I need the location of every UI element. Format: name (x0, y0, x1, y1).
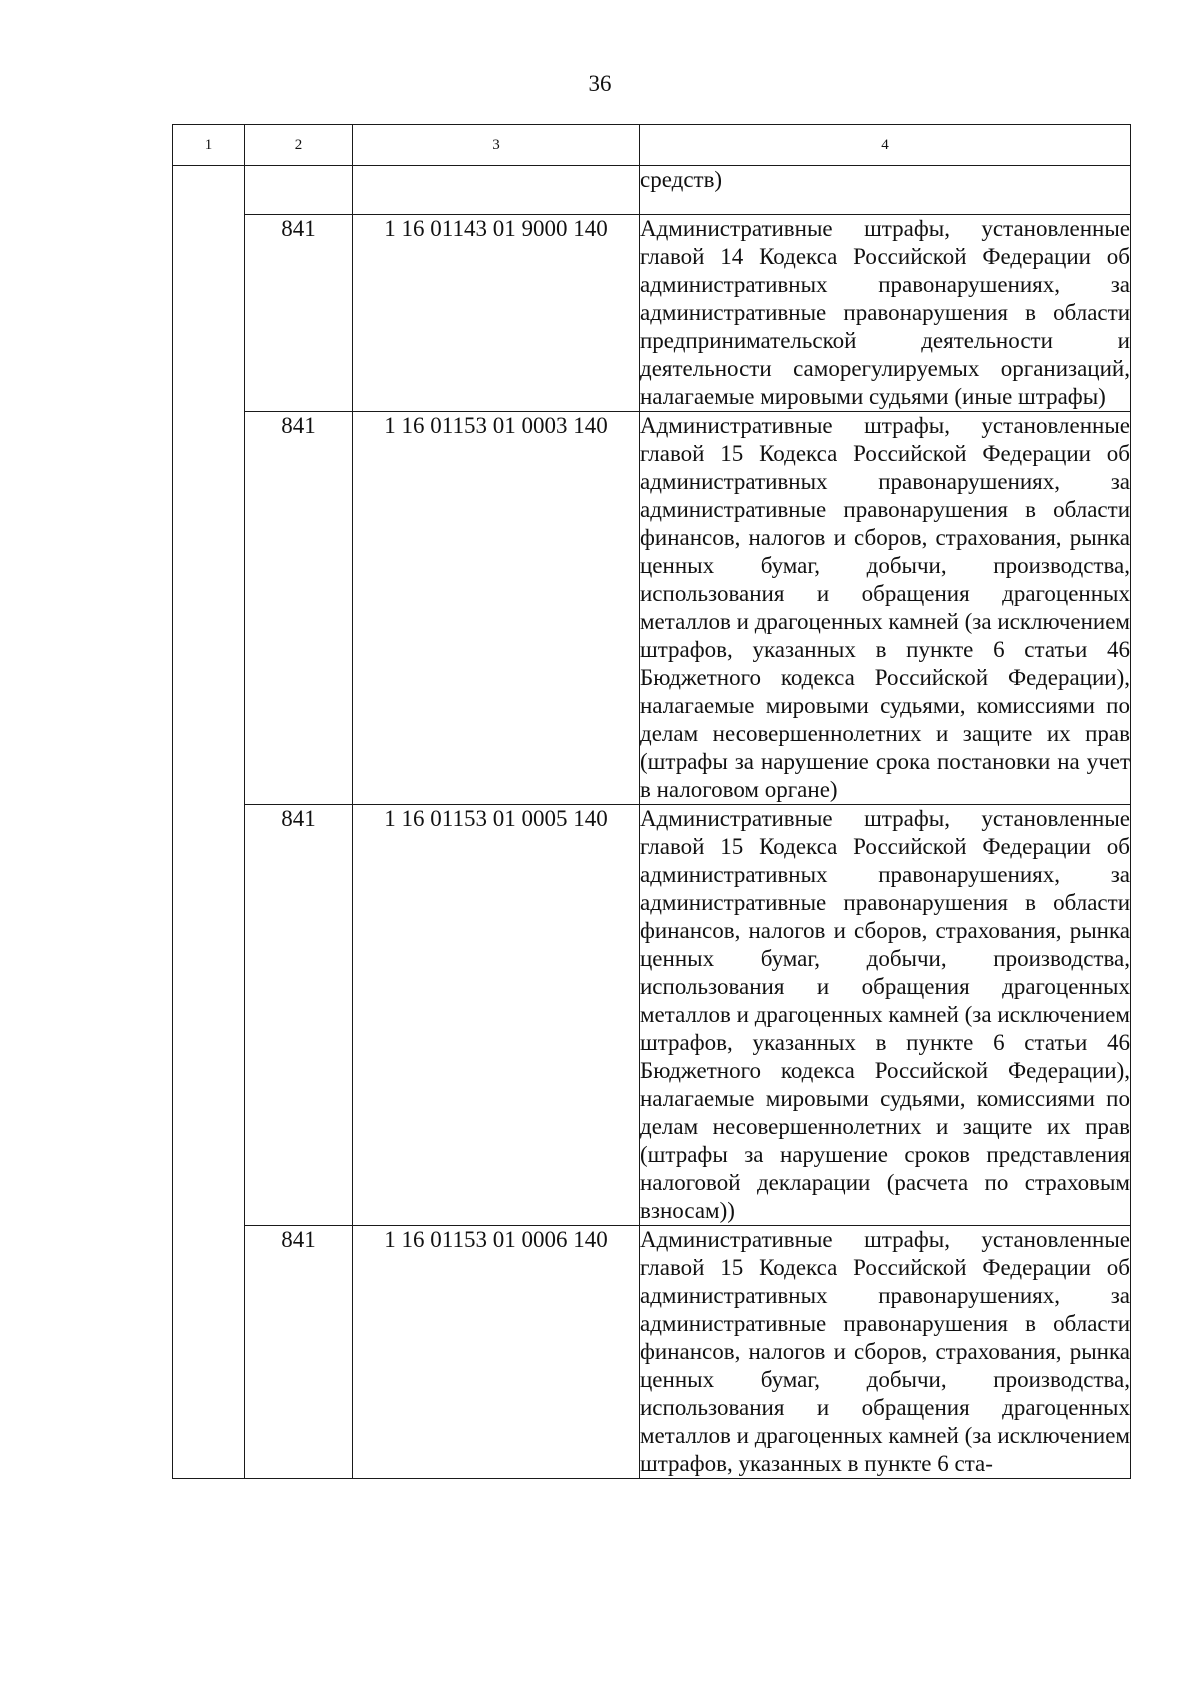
description-cell: Административные штрафы, установленные главой 15 Кодекса Российской Федерации об административных правонарушениях, за административные правонарушения в области финансов, налогов и сборов, страхования, рынка ценных бумаг, добычи, производства, использования и обращения драгоценных металлов и драгоценных камней (за исключением штрафов, указанных в пункте 6 статьи 46 Бюджетного кодекса Российской Федерации), налагаемые мировыми судьями, комиссиями по делам несовершеннолетних и защите их прав (штрафы за нарушение сроков представления налоговой декларации (расчета по страховым взносам)) (640, 805, 1131, 1226)
revenue-code-cell (353, 166, 640, 215)
table-row (173, 215, 1131, 412)
page-number: 36 (588, 71, 612, 96)
admin-code-cell (245, 166, 353, 215)
admin-code-cell: 841 (245, 215, 353, 412)
revenue-codes-table (172, 124, 1131, 1479)
table-row (173, 1226, 1131, 1479)
admin-code-cell: 841 (245, 1226, 353, 1479)
description-cell: Административные штрафы, установленные главой 15 Кодекса Российской Федерации об административных правонарушениях, за административные правонарушения в области финансов, налогов и сборов, страхования, рынка ценных бумаг, добычи, производства, использования и обращения драгоценных металлов и драгоценных камней (за исключением штрафов, указанных в пункте 6 ста- (640, 1226, 1131, 1479)
description-cell: Административные штрафы, установленные главой 15 Кодекса Российской Федерации об административных правонарушениях, за административные правонарушения в области финансов, налогов и сборов, страхования, рынка ценных бумаг, добычи, производства, использования и обращения драгоценных металлов и драгоценных камней (за исключением штрафов, указанных в пункте 6 статьи 46 Бюджетного кодекса Российской Федерации), налагаемые мировыми судьями, комиссиями по делам несовершеннолетних и защите их прав (штрафы за нарушение срока постановки на учет в налоговом органе) (640, 412, 1131, 805)
revenue-code-cell: 1 16 01153 01 0005 140 (353, 805, 640, 1226)
column-header-2: 2 (245, 125, 353, 166)
group-cell (173, 166, 245, 1479)
admin-code-cell: 841 (245, 412, 353, 805)
description-cell: Административные штрафы, установленные главой 14 Кодекса Российской Федерации об административных правонарушениях, за административные правонарушения в области предпринимательской деятельности и деятельности саморегулируемых организаций, налагаемые мировыми судьями (иные штрафы) (640, 215, 1131, 412)
table-row (173, 805, 1131, 1226)
revenue-code-cell: 1 16 01153 01 0006 140 (353, 1226, 640, 1479)
column-header-3: 3 (353, 125, 640, 166)
table-row (173, 412, 1131, 805)
column-header-4: 4 (640, 125, 1131, 166)
description-cell: средств) (640, 166, 1131, 215)
table-header-row (173, 125, 1131, 166)
admin-code-cell: 841 (245, 805, 353, 1226)
table-row (173, 166, 1131, 215)
revenue-code-cell: 1 16 01153 01 0003 140 (353, 412, 640, 805)
revenue-code-cell: 1 16 01143 01 9000 140 (353, 215, 640, 412)
column-header-1: 1 (173, 125, 245, 166)
